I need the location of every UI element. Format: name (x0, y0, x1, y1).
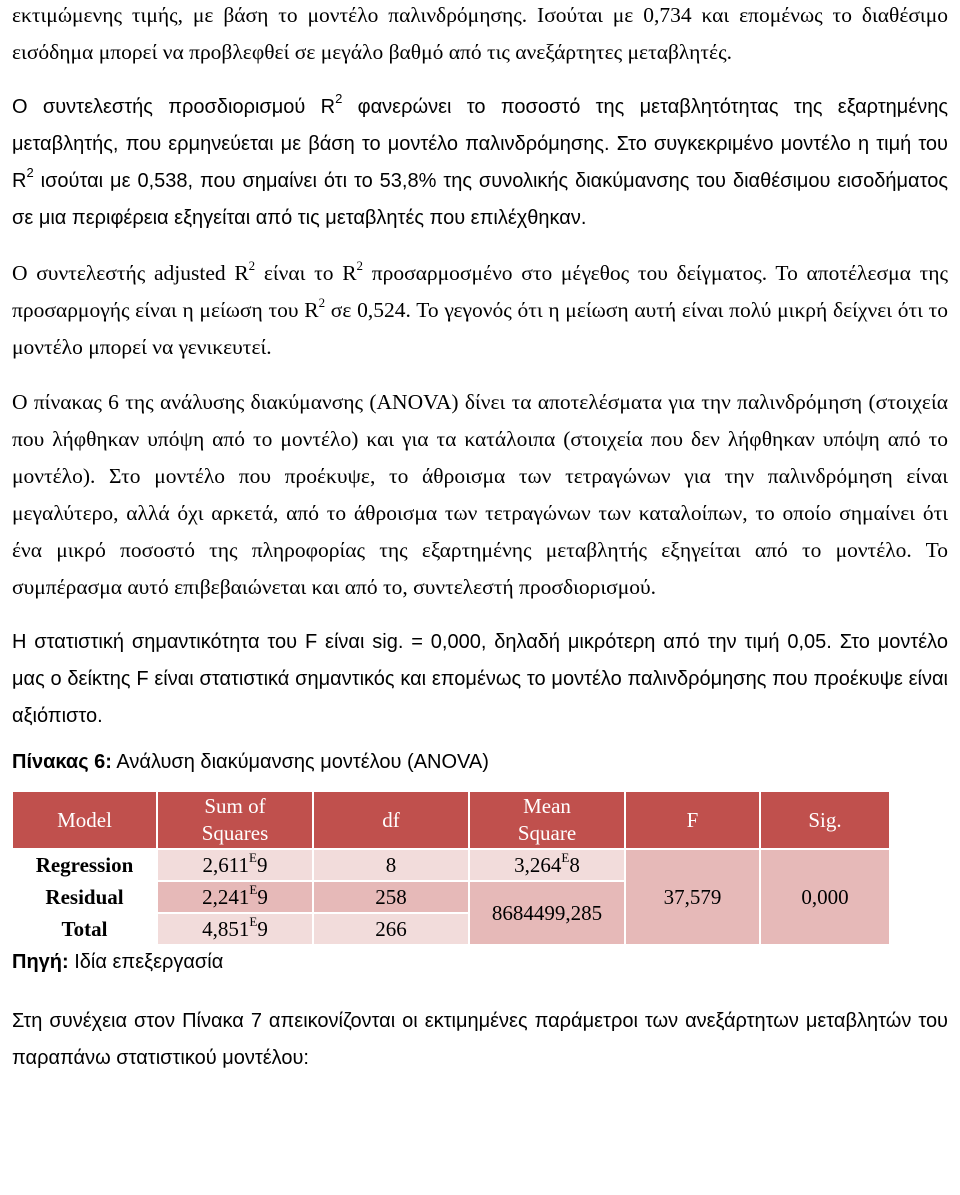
paragraph-adjusted-r-squared: Ο συντελεστής adjusted $R^2$ είναι το $R^2$ προσαρμοσμένο στο μέγεθος του δείγματος. Το αποτέλεσμα της προσαρμογής είναι η μείωση του $R^2$ σε 0,524. Το γεγονός ότι η μείωση αυτή είναι πολύ μικρή δείχνει ότι το μοντέλο μπορεί να γενικευτεί. (12, 257, 949, 359)
header-model: Model (12, 791, 157, 849)
row-label-regression: Regression (12, 849, 157, 881)
cell-df-residual: 258 (313, 881, 469, 913)
anova-table (12, 791, 890, 945)
cell-mean-regression: $3,264^E8$ (469, 849, 625, 881)
row-label-residual: Residual (12, 881, 157, 913)
table-source: Πηγή: Ιδία επεξεργασία (12, 951, 224, 973)
paragraph-r-squared: Ο συντελεστής προσδιορισμού $R^2$ φανερώνει το ποσοστό της μεταβλητότητας της εξαρτημένης μεταβλητής, που ερμηνεύεται με βάση το μοντέλο παλινδρόμησης. Στο συγκεκριμένο μοντέλο η τιμή του $R^2$ ισούται με 0,538, που σημαίνει ότι το 53,8% της συνολικής διακύμανσης του διαθέσιμου εισοδήματος σε μια περιφέρεια εξηγείται από τις μεταβλητές που επιλέχθηκαν. (12, 91, 948, 229)
header-sig: Sig. (760, 791, 890, 849)
header-df: df (313, 791, 469, 849)
header-mean-square: Mean Square (469, 791, 625, 849)
paragraph-anova: Ο πίνακας 6 της ανάλυσης διακύμανσης (ANOVA) δίνει τα αποτελέσματα για την παλινδρόμηση (στοιχεία που λήφθηκαν υπόψη από το μοντέλο) και για τα κατάλοιπα (στοιχεία που δεν λήφθηκαν υπόψη από το μοντέλο). Στο μοντέλο που προέκυψε, το άθροισμα των τετραγώνων για την παλινδρόμηση είναι μεγαλύτερο, αλλά όχι αρκετά, από το άθροισμα των τετραγώνων των καταλοίπων, το οποίο σημαίνει ότι ένα μικρό ποσοστό της πληροφορίας της εξαρτημένης μεταβλητής εξηγείται από το μοντέλο. Το συμπέρασμα αυτό επιβεβαιώνεται και από το, συντελεστή προσδιορισμού. (12, 390, 948, 599)
cell-df-total: 266 (313, 913, 469, 945)
header-f: F (625, 791, 760, 849)
table-row (12, 849, 890, 881)
paragraph-next-table: Στη συνέχεια στον Πίνακα 7 απεικονίζονται οι εκτιμημένες παράμετροι των ανεξάρτητων μεταβλητών του παραπάνω στατιστικού μοντέλου: (12, 1010, 948, 1069)
cell-sum-regression: $2,611^E9$ (157, 849, 313, 881)
cell-sig-value: 0,000 (760, 849, 890, 945)
cell-sum-total: $4,851^E9$ (157, 913, 313, 945)
paragraph-significance: Η στατιστική σημαντικότητα του F είναι sig. = 0,000, δηλαδή μικρότερη από την τιμή 0,05. Στο μοντέλο μας ο δείκτης F είναι στατιστικά σημαντικός και επομένως το μοντέλο παλινδρόμησης που προέκυψε είναι αξιόπιστο. (12, 631, 948, 727)
cell-f-value: 37,579 (625, 849, 760, 945)
cell-sum-residual: $2,241^E9$ (157, 881, 313, 913)
header-sum-of-squares: Sum of Squares (157, 791, 313, 849)
cell-df-regression: 8 (313, 849, 469, 881)
paragraph-r-value: εκτιμώμενης τιμής, με βάση το μοντέλο παλινδρόμησης. Ισούται με 0,734 και επομένως το διαθέσιμο εισόδημα μπορεί να προβλεφθεί σε μεγάλο βαθμό από τις ανεξάρτητες μεταβλητές. (12, 3, 948, 64)
table-header-row (12, 791, 890, 849)
row-label-total: Total (12, 913, 157, 945)
cell-mean-residual: 8684499,285 (469, 881, 625, 945)
table-caption: Πίνακας 6: Ανάλυση διακύμανσης μοντέλου (ANOVA) (12, 751, 489, 773)
document-page (12, 0, 948, 1077)
